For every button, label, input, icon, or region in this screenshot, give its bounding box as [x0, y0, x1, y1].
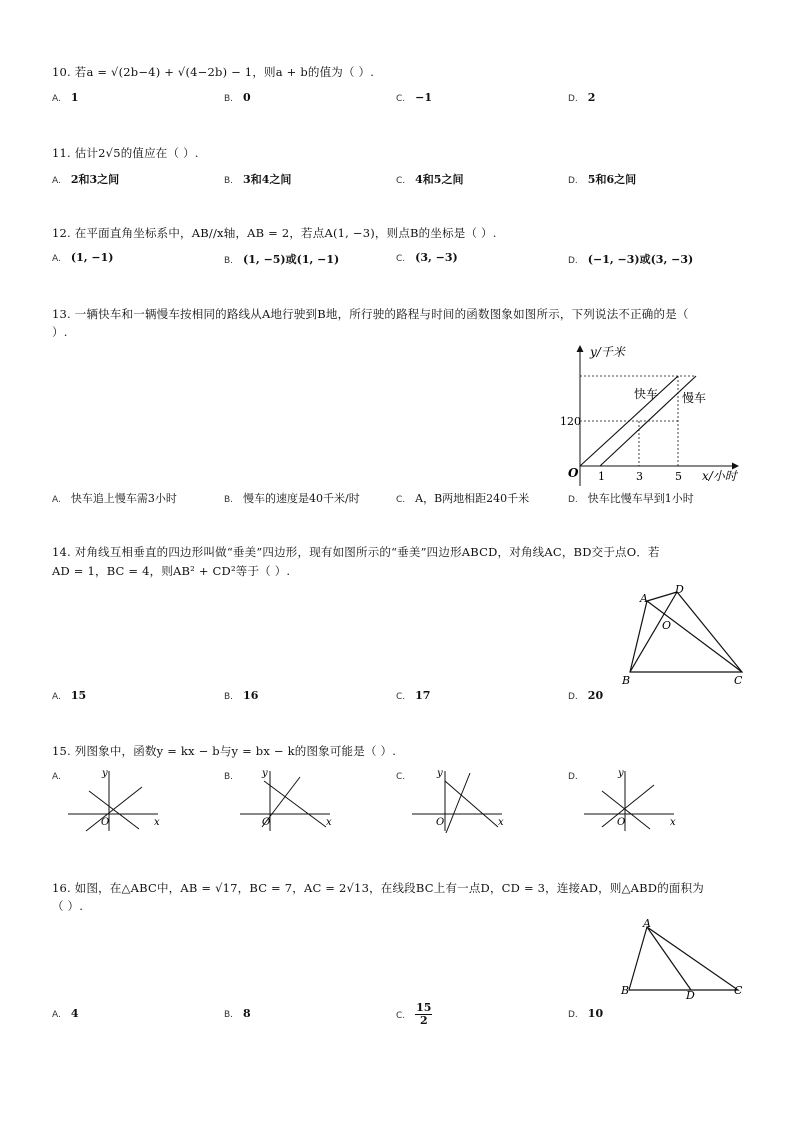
- option-value: 快车比慢车早到1小时: [587, 492, 694, 505]
- x-tick-3: 3: [636, 470, 643, 483]
- option-a[interactable]: [52, 251, 113, 264]
- option-label: B.: [224, 692, 234, 702]
- y-tick-120: 120: [560, 415, 581, 428]
- question-12-stem: [52, 225, 497, 241]
- option-value: (1, −5)或(1, −1): [243, 253, 340, 266]
- question-15-stem: [52, 743, 396, 759]
- option-d[interactable]: [568, 171, 636, 187]
- option-c[interactable]: [396, 689, 430, 702]
- question-number: 16.: [52, 881, 71, 895]
- option-value: 3和4之间: [243, 173, 292, 186]
- diagonal-ac: [647, 601, 742, 672]
- option-value: 快车追上慢车需3小时: [70, 492, 177, 505]
- question-16-stem-continued: （ ）.: [52, 899, 84, 913]
- distance-time-graph: [550, 340, 750, 490]
- option-value: 0: [243, 91, 251, 104]
- quadrilateral-abcd-figure: [618, 580, 752, 688]
- option-a[interactable]: [52, 1007, 79, 1020]
- option-label: B.: [224, 772, 234, 782]
- option-d-graph[interactable]: [580, 763, 680, 833]
- option-label: B.: [224, 94, 234, 104]
- option-c[interactable]: [396, 1002, 432, 1027]
- option-label: A.: [52, 176, 61, 186]
- option-value: (1, −1): [70, 251, 114, 264]
- question-number: 12.: [52, 226, 71, 240]
- option-label: B.: [224, 176, 234, 186]
- question-number: 11.: [52, 146, 71, 160]
- slow-car-label: 慢车: [682, 391, 707, 405]
- option-label: A.: [52, 94, 61, 104]
- question-text: 如图，在△ABC中，AB = √17，BC = 7，AC = 2√13，在线段BC上有一点D，CD = 3，连接AD，则△ABD的面积为: [74, 881, 704, 895]
- option-label: D.: [568, 176, 578, 186]
- vertex-d: D: [675, 583, 684, 596]
- x-label: x: [498, 817, 504, 828]
- option-c[interactable]: [396, 91, 432, 104]
- y-label: y: [262, 768, 268, 779]
- option-b[interactable]: [224, 1007, 251, 1020]
- option-label: C.: [396, 176, 406, 186]
- option-value: 8: [243, 1007, 251, 1020]
- option-value: 2和3之间: [70, 173, 120, 186]
- option-value: (−1, −3)或(3, −3): [587, 253, 694, 266]
- option-label: C.: [396, 1010, 406, 1021]
- question-text: 列图象中，函数y = kx − b与y = bx − k的图象可能是（ ）.: [74, 744, 397, 758]
- question-13-stem-continued: ）.: [52, 325, 68, 339]
- option-a-graph[interactable]: [64, 763, 164, 833]
- option-a[interactable]: [52, 490, 177, 506]
- y-label: y: [102, 768, 108, 779]
- option-b[interactable]: [224, 490, 360, 506]
- point-d: D: [686, 989, 695, 1000]
- question-text: 对角线互相垂直的四边形叫做“垂美”四边形，现有如图所示的“垂美”四边形ABCD，对角线AC，BD交于点O．若: [74, 545, 660, 559]
- option-c-graph[interactable]: [408, 763, 508, 833]
- option-value: (3, −3): [415, 251, 458, 264]
- x-label: x: [154, 817, 160, 828]
- option-value: −1: [415, 91, 433, 104]
- option-label: C.: [396, 692, 406, 702]
- x-tick-5: 5: [675, 470, 682, 483]
- option-a[interactable]: [52, 171, 119, 187]
- option-d[interactable]: [568, 91, 595, 104]
- question-text: 估计2√5的值应在（ ）.: [74, 146, 199, 160]
- point-o: O: [662, 619, 672, 632]
- option-label: C.: [396, 254, 406, 264]
- option-label: B.: [224, 256, 234, 266]
- question-16-stem: [52, 880, 704, 896]
- option-value: 慢车的速度是40千米/时: [243, 492, 360, 505]
- option-label: D.: [568, 692, 578, 702]
- option-b[interactable]: [224, 91, 251, 104]
- fraction: [415, 1002, 432, 1027]
- option-label: C.: [396, 772, 406, 782]
- option-value: 17: [415, 689, 431, 702]
- origin-label: O: [617, 817, 626, 828]
- option-b[interactable]: [224, 171, 291, 187]
- vertex-a: A: [640, 592, 648, 605]
- option-label: B.: [224, 1010, 234, 1020]
- origin-label: O: [262, 817, 271, 828]
- option-value: 5和6之间: [587, 173, 637, 186]
- option-label: A.: [52, 692, 61, 702]
- vertex-c: C: [734, 674, 743, 687]
- triangle-abc-figure: [618, 918, 752, 1000]
- option-value: 20: [587, 689, 604, 702]
- option-b[interactable]: [224, 251, 339, 267]
- vertex-c: C: [734, 984, 743, 997]
- line-1: [602, 791, 650, 829]
- option-label: D.: [568, 495, 578, 505]
- question-text: 若a = √(2b−4) + √(4−2b) − 1，则a + b的值为（ ）.: [74, 65, 375, 79]
- line-1: [445, 781, 498, 827]
- y-label: y: [618, 768, 624, 779]
- question-number: 13.: [52, 307, 71, 321]
- option-value: A，B两地相距240千米: [415, 492, 530, 505]
- option-value: 10: [587, 1007, 604, 1020]
- option-c[interactable]: [396, 490, 529, 506]
- question-14-stem-continued: AD = 1，BC = 4，则AB² + CD²等于（ ）.: [52, 564, 291, 578]
- option-b-graph[interactable]: [236, 763, 336, 833]
- origin-label: O: [101, 817, 110, 828]
- option-label: D.: [568, 256, 578, 266]
- option-label: C.: [396, 94, 406, 104]
- segment-ad: [647, 927, 691, 990]
- question-number: 10.: [52, 65, 71, 79]
- option-value: 16: [243, 689, 259, 702]
- option-c[interactable]: [396, 251, 458, 264]
- question-number: 15.: [52, 744, 71, 758]
- line-1: [264, 781, 326, 827]
- option-label: D.: [568, 1010, 578, 1020]
- option-label: C.: [396, 495, 406, 505]
- option-value: 4: [70, 1007, 79, 1020]
- triangle-outline: [629, 927, 738, 990]
- question-10-stem: [52, 64, 374, 80]
- line-2: [446, 773, 470, 833]
- vertex-b: B: [621, 984, 630, 997]
- option-b[interactable]: [224, 689, 258, 702]
- option-label: A.: [52, 254, 61, 264]
- question-14-stem: [52, 544, 660, 560]
- question-text: 一辆快车和一辆慢车按相同的路线从A地行驶到B地，所行驶的路程与时间的函数图象如图所示，下列说法不正确的是（: [74, 307, 689, 321]
- line-2: [602, 785, 654, 827]
- x-tick-1: 1: [598, 470, 605, 483]
- option-label: D.: [568, 772, 578, 782]
- option-value: 2: [587, 91, 596, 104]
- origin-label: O: [568, 466, 579, 480]
- diagonal-bd: [630, 592, 677, 672]
- origin-label: O: [436, 817, 445, 828]
- option-a[interactable]: [52, 91, 79, 104]
- option-d[interactable]: [568, 251, 693, 267]
- option-label: A.: [52, 495, 61, 505]
- fraction-numerator: 15: [416, 1001, 432, 1014]
- x-axis-label: x/小时: [702, 469, 737, 483]
- option-d[interactable]: [568, 689, 603, 702]
- fraction-denominator: 2: [419, 1014, 428, 1027]
- question-13-stem: [52, 306, 689, 322]
- question-text: 在平面直角坐标系中，AB//x轴，AB = 2，若点A(1, −3)，则点B的坐标是（ ）.: [74, 226, 497, 240]
- option-value: 15: [70, 689, 87, 702]
- option-label: A.: [52, 1010, 61, 1020]
- x-label: x: [670, 817, 676, 828]
- option-label: D.: [568, 94, 578, 104]
- option-value: 1: [70, 91, 79, 104]
- vertex-a: A: [643, 918, 651, 930]
- slow-car-line: [580, 376, 678, 466]
- option-c[interactable]: [396, 171, 463, 187]
- vertex-b: B: [622, 674, 631, 687]
- x-label: x: [326, 817, 332, 828]
- question-number: 14.: [52, 545, 71, 559]
- fast-car-label: 快车: [634, 387, 659, 401]
- question-11-stem: [52, 145, 199, 161]
- y-axis-label: y/千米: [590, 345, 625, 359]
- y-label: y: [437, 768, 443, 779]
- option-a[interactable]: [52, 689, 86, 702]
- option-d[interactable]: [568, 1007, 603, 1020]
- option-label: A.: [52, 772, 61, 782]
- option-value: 4和5之间: [415, 173, 464, 186]
- option-label: B.: [224, 495, 234, 505]
- option-d[interactable]: [568, 490, 694, 506]
